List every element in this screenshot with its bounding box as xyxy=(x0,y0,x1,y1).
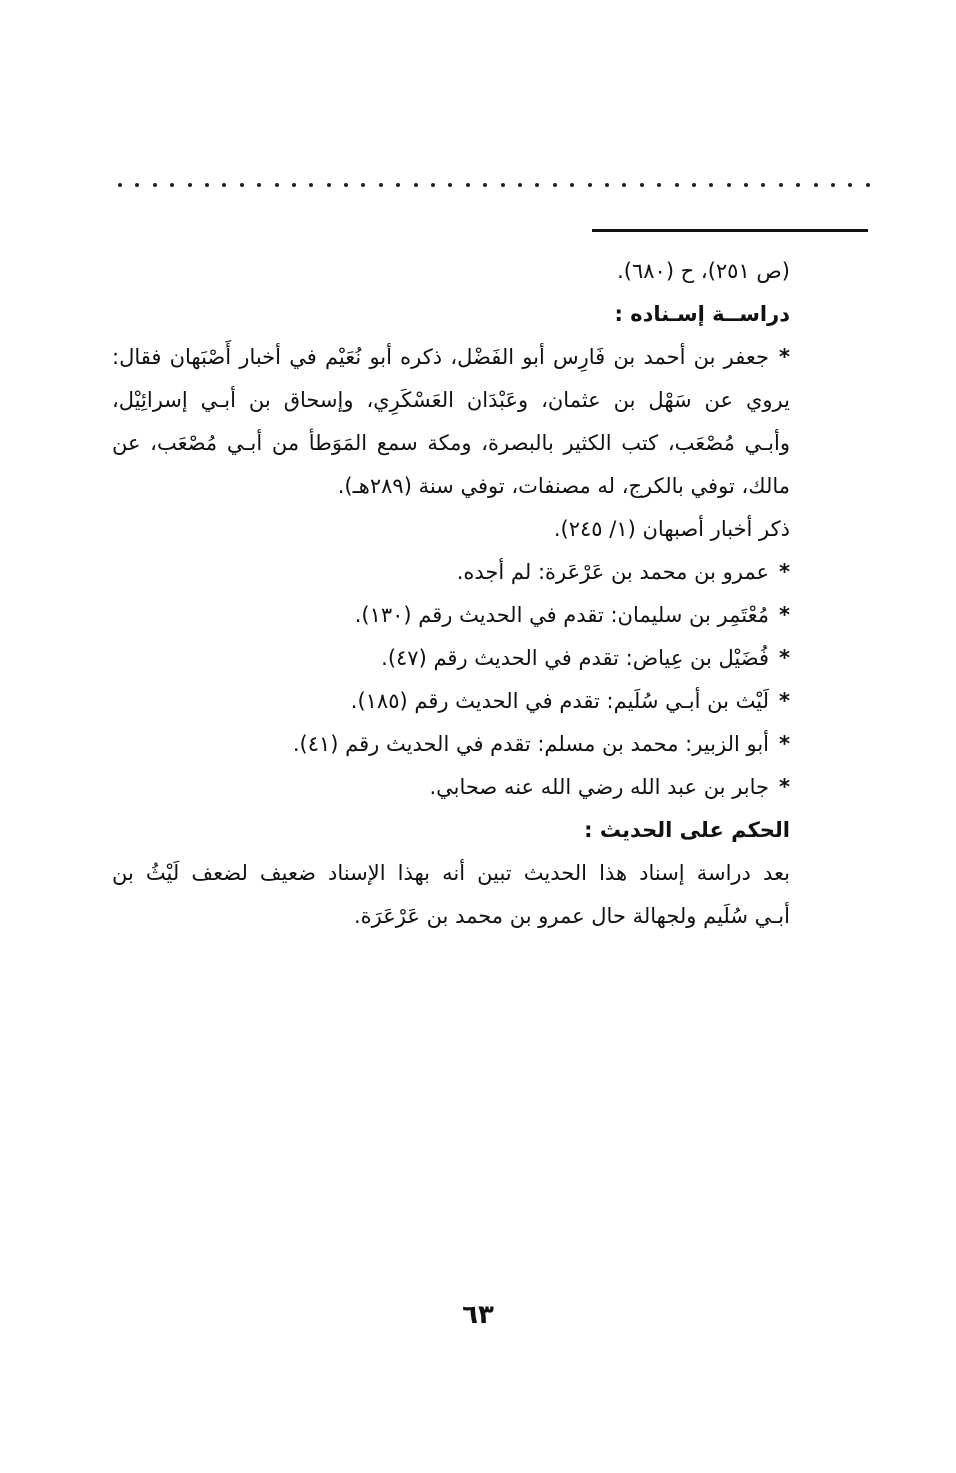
separator-dot xyxy=(153,183,157,187)
separator-dot xyxy=(501,183,505,187)
separator-dot xyxy=(414,183,418,187)
separator-dot xyxy=(727,183,731,187)
separator-dot xyxy=(361,183,365,187)
ruling-line: بعد دراسة إسناد هذا الحديث تبين أنه بهذا الإسناد ضعيف لضعف لَيْثُ بن xyxy=(112,861,790,885)
separator-dot xyxy=(675,183,679,187)
isnad-heading: دراســة إسـناده : xyxy=(614,302,790,326)
separator-dot xyxy=(188,183,192,187)
separator-dot xyxy=(275,183,279,187)
separator-dot xyxy=(866,183,870,187)
separator-dot xyxy=(570,183,574,187)
narrator-item xyxy=(112,723,790,766)
separator-dot xyxy=(240,183,244,187)
separator-dot xyxy=(709,183,713,187)
narrator-item xyxy=(112,551,790,594)
narrator-text: أبو الزبير: محمد بن مسلم: تقدم في الحديث رقم (٤١). xyxy=(292,732,770,756)
separator-dot xyxy=(535,183,539,187)
separator-dot xyxy=(605,183,609,187)
separator-dot xyxy=(466,183,470,187)
page-body xyxy=(112,250,790,938)
separator-dot xyxy=(222,183,226,187)
separator-dot xyxy=(292,183,296,187)
separator-dot xyxy=(588,183,592,187)
narrator-entry-intro xyxy=(112,336,790,379)
separator-dot xyxy=(135,183,139,187)
page-number: ٦٣ xyxy=(462,1300,494,1330)
star-marker: * xyxy=(779,603,790,627)
source-citation: ذكر أخبار أصبهان (١/ ٢٤٥). xyxy=(553,517,790,541)
separator-dot xyxy=(640,183,644,187)
separator-dot xyxy=(118,183,122,187)
separator-dot xyxy=(761,183,765,187)
separator-dot xyxy=(692,183,696,187)
separator-dot xyxy=(848,183,852,187)
star-marker: * xyxy=(779,775,790,799)
footnote-reference: (ص ٢٥١)، ح (٦٨٠). xyxy=(617,259,790,283)
separator-dot xyxy=(483,183,487,187)
narrator-intro-line: مالك، توفي بالكرج، له مصنفات، توفي سنة (٢٨٩هـ). xyxy=(337,474,790,498)
ruling-line: أبـي سُلَيم ولجهالة حال عمرو بن محمد بن عَرْعَرَة. xyxy=(353,904,790,928)
separator-dot xyxy=(205,183,209,187)
narrator-item xyxy=(112,637,790,680)
separator-dot xyxy=(622,183,626,187)
separator-dot xyxy=(327,183,331,187)
separator-dot xyxy=(744,183,748,187)
separator-dot xyxy=(814,183,818,187)
separator-dot xyxy=(379,183,383,187)
separator-dot xyxy=(309,183,313,187)
narrator-text: عمرو بن محمد بن عَرْعَرة: لم أجده. xyxy=(456,560,770,584)
star-marker: * xyxy=(779,345,790,369)
separator-dot xyxy=(448,183,452,187)
separator-dot xyxy=(831,183,835,187)
narrator-text: لَيْث بن أبـي سُلَيم: تقدم في الحديث رقم (١٨٥). xyxy=(350,689,770,713)
star-marker: * xyxy=(779,732,790,756)
narrator-intro-line: يروي عن سَهْل بن عثمان، وعَبْدَان العَسْكَرِي، وإسحاق بن أبـي إسرائِيْل، xyxy=(112,388,790,412)
separator-dot xyxy=(431,183,435,187)
separator-dot xyxy=(779,183,783,187)
separator-dot xyxy=(657,183,661,187)
narrator-text: مُعْتَمِر بن سليمان: تقدم في الحديث رقم (١٣٠). xyxy=(354,603,770,627)
separator-dot xyxy=(170,183,174,187)
narrator-text: جابر بن عبد الله رضي الله عنه صحابي. xyxy=(429,775,770,799)
separator-dot xyxy=(796,183,800,187)
footnote-rule xyxy=(592,229,868,232)
separator-dot xyxy=(553,183,557,187)
narrator-item xyxy=(112,594,790,637)
narrator-text: فُضَيْل بن عِياض: تقدم في الحديث رقم (٤٧). xyxy=(381,646,770,670)
separator-dot xyxy=(344,183,348,187)
star-marker: * xyxy=(779,646,790,670)
separator-dot xyxy=(396,183,400,187)
star-marker: * xyxy=(779,560,790,584)
narrator-intro-line: جعفر بن أحمد بن فَارِس أبو الفَضْل، ذكره أبو نُعَيْم في أخبار أَصْبَهان فقال: xyxy=(112,345,770,369)
narrator-item xyxy=(112,766,790,809)
ruling-heading: الحكم على الحديث : xyxy=(584,818,790,842)
separator-dot xyxy=(257,183,261,187)
separator-dot xyxy=(518,183,522,187)
narrator-item xyxy=(112,680,790,723)
dotted-separator xyxy=(118,178,870,192)
star-marker: * xyxy=(779,689,790,713)
narrator-intro-line: وأبـي مُصْعَب، كتب الكثير بالبصرة، ومكة سمع المَوَطأ من أبـي مُصْعَب، عن xyxy=(112,431,790,455)
